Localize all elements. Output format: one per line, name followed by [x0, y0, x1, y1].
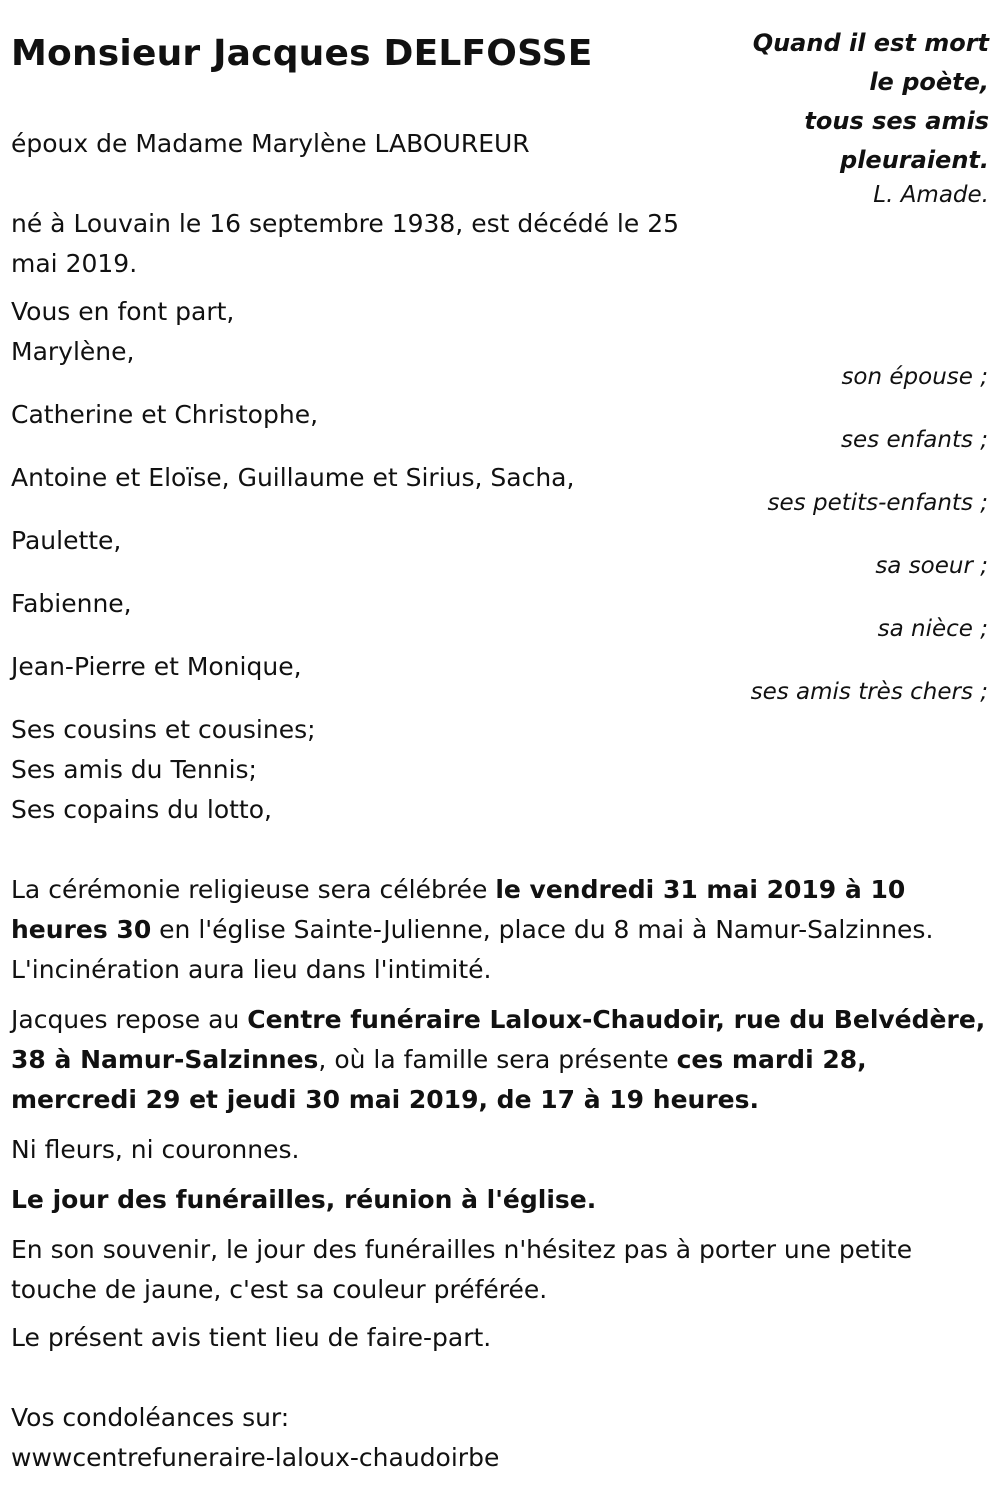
visitation-text: Jacques repose au [11, 1005, 248, 1034]
family-names: Catherine et Christophe, [11, 400, 319, 429]
other-relatives-line: Ses copains du lotto, [11, 795, 272, 824]
family-names: Jean-Pierre et Monique, [11, 652, 302, 681]
page-title: Monsieur Jacques DELFOSSE [11, 33, 593, 74]
funeral-center-address: 38 à Namur-Salzinnes [11, 1045, 319, 1074]
flowers-notice: Ni fleurs, ni couronnes. [11, 1135, 300, 1164]
family-names: Paulette, [11, 526, 122, 555]
ceremony-place: en l'église Sainte-Julienne, place du 8 mai à Namur-Salzinnes. [151, 915, 934, 944]
visitation-dates: mercredi 29 et jeudi 30 mai 2019, de 17 à 19 heures. [11, 1085, 759, 1114]
visitation-text: , où la famille sera présente [318, 1045, 677, 1074]
poem-line: Quand il est mort [752, 29, 989, 57]
other-relatives-line: Ses amis du Tennis; [11, 755, 257, 784]
family-role: ses enfants ; [841, 427, 988, 453]
birth-death-line: né à Louvain le 16 septembre 1938, est décédé le 25 [11, 209, 680, 238]
poem-line: le poète, [869, 68, 989, 96]
family-names: Fabienne, [11, 589, 132, 618]
ceremony-text: La cérémonie religieuse sera célébrée [11, 875, 496, 904]
incineration-text: L'incinération aura lieu dans l'intimité. [11, 955, 492, 984]
yellow-line: touche de jaune, c'est sa couleur préférée. [11, 1275, 548, 1304]
yellow-paragraph [11, 1230, 986, 1310]
family-role: son épouse ; [841, 364, 988, 390]
ceremony-paragraph [11, 870, 986, 990]
yellow-line: En son souvenir, le jour des funérailles n'hésitez pas à porter une petite [11, 1235, 913, 1264]
poem-author: L. Amade. [873, 182, 989, 208]
meeting-notice-text: Le jour des funérailles, réunion à l'église. [11, 1185, 597, 1214]
family-intro: Vous en font part, [11, 297, 235, 326]
meeting-notice [11, 1180, 986, 1220]
family-names: Antoine et Eloïse, Guillaume et Sirius, Sacha, [11, 463, 575, 492]
other-relatives [11, 710, 986, 830]
poem-quote [753, 24, 989, 210]
poem-line: tous ses amis [804, 107, 989, 135]
family-role: sa soeur ; [875, 553, 988, 579]
funeral-center: Centre funéraire Laloux-Chaudoir, rue du Belvédère, [247, 1005, 986, 1034]
other-relatives-line: Ses cousins et cousines; [11, 715, 316, 744]
birth-death-info [11, 204, 986, 284]
condolences [11, 1398, 986, 1478]
family-names: Marylène, [11, 337, 135, 366]
poem-line: pleuraient. [840, 146, 989, 174]
condolences-label: Vos condoléances sur: [11, 1403, 290, 1432]
family-role: ses amis très chers ; [750, 679, 988, 705]
condolences-website-link[interactable]: wwwcentrefuneraire-laloux-chaudoirbe [11, 1443, 500, 1472]
family-role: sa nièce ; [877, 616, 988, 642]
birth-death-line: mai 2019. [11, 249, 138, 278]
spouse-line: époux de Madame Marylène LABOUREUR [11, 129, 530, 158]
visitation-paragraph [11, 1000, 986, 1120]
ceremony-time: heures 30 [11, 915, 152, 944]
ceremony-date: le vendredi 31 mai 2019 à 10 [495, 875, 906, 904]
family-role: ses petits-enfants ; [767, 490, 988, 516]
faire-part-notice: Le présent avis tient lieu de faire-part. [11, 1323, 492, 1352]
visitation-dates: ces mardi 28, [676, 1045, 867, 1074]
